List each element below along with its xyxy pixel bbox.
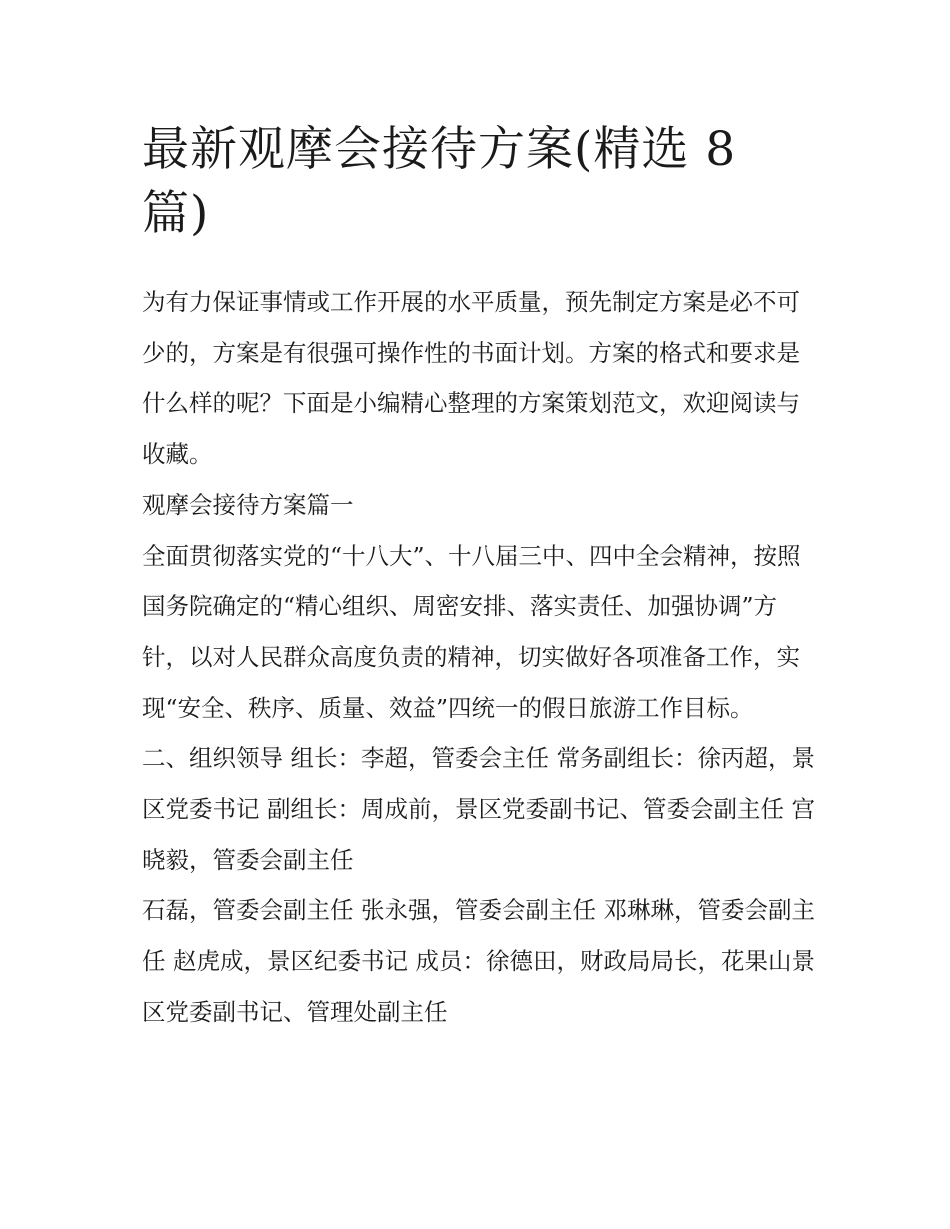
document-title: 最新观摩会接待方案(精选 8 篇) [142,122,737,241]
section-heading: 观摩会接待方案篇一 [142,490,354,519]
body-paragraph: 全面贯彻落实党的“十八大”、十八届三中、四中全会精神，按照国务院确定的“精心组织、周密安排、落实责任、加强协调”方针，以对人民群众高度负责的精神，切实做好各项准备工作，实现“安全、秩序、质量、效益”四统一的假日旅游工作目标。 [142,541,801,722]
body-paragraph: 二、组织领导 组长：李超，管委会主任 常务副组长：徐丙超，景区党委书记 副组长：周成前，景区党委副书记、管委会副主任 宫晓毅，管委会副主任 [142,744,815,874]
document-page [142,118,818,1038]
intro-paragraph: 为有力保证事情或工作开展的水平质量，预先制定方案是必不可少的，方案是有很强可操作性的书面计划。方案的格式和要求是什么样的呢？下面是小编精心整理的方案策划范文，欢迎阅读与收藏。 [142,288,800,469]
body-paragraph: 石磊，管委会副主任 张永强，管委会副主任 邓琳琳，管委会副主任 赵虎成，景区纪委书记 成员：徐德田，财政局局长，花果山景区党委副书记、管理处副主任 [142,896,815,1026]
document-body [142,277,818,1038]
